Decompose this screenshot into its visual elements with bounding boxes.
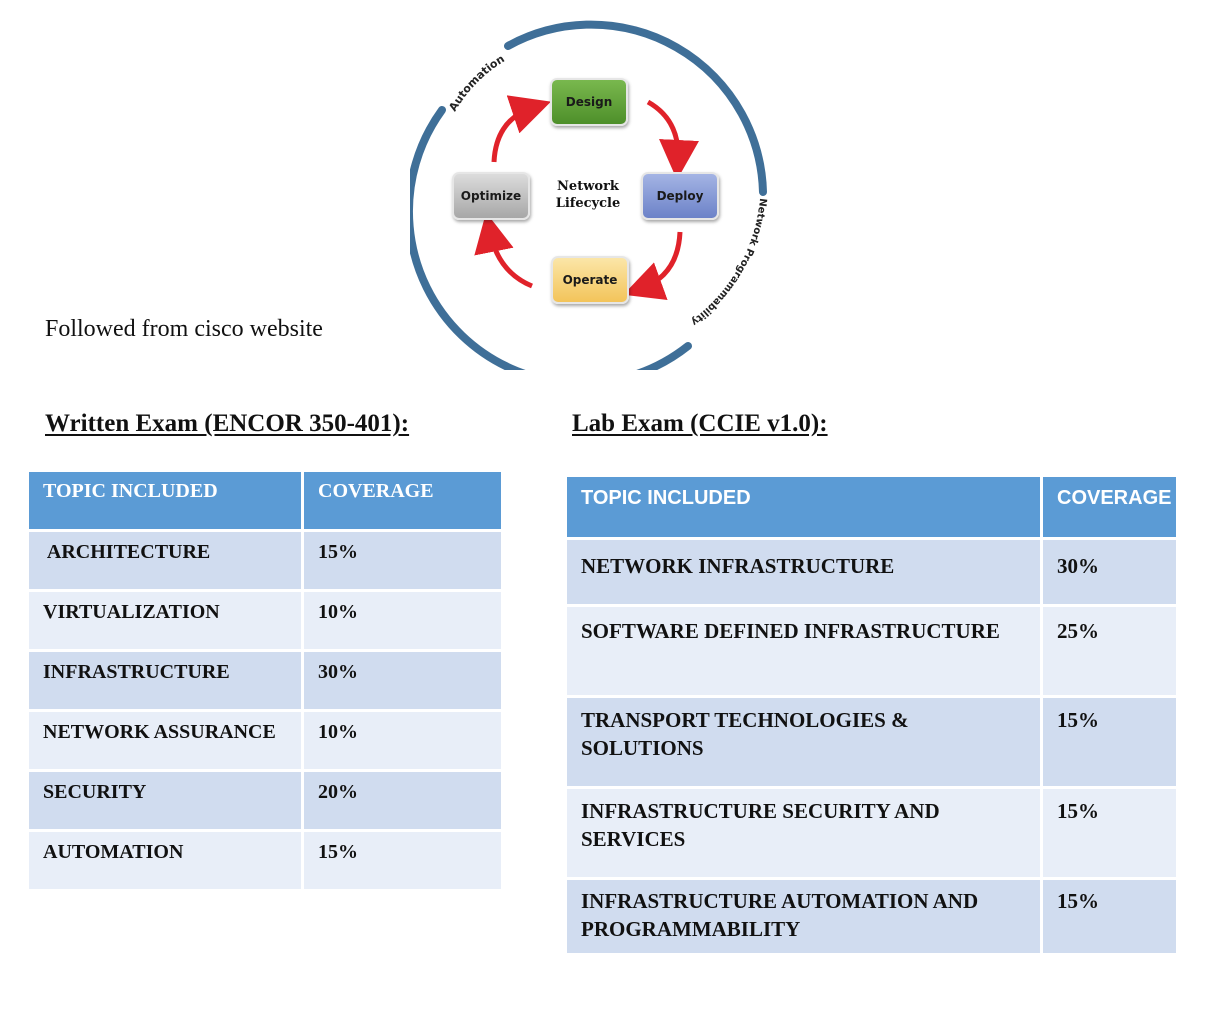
arrow-operate-to-optimize xyxy=(490,232,532,286)
written-row-topic: NETWORK ASSURANCE xyxy=(29,712,301,769)
written-row-topic: VIRTUALIZATION xyxy=(29,592,301,649)
written-header-topic: TOPIC INCLUDED xyxy=(29,472,301,529)
lab-row-topic: INFRASTRUCTURE SECURITY AND SERVICES xyxy=(567,789,1040,877)
ring-arc-top xyxy=(508,25,763,192)
lab-header-coverage: COVERAGE xyxy=(1043,477,1176,537)
written-row-topic: ARCHITECTURE xyxy=(29,532,301,589)
lifecycle-center-label xyxy=(548,178,628,212)
arrow-optimize-to-design xyxy=(494,108,532,162)
source-caption: Followed from cisco website xyxy=(45,316,323,342)
written-row-coverage: 15% xyxy=(304,532,501,589)
lab-exam-table xyxy=(567,477,1176,953)
stage-deploy: Deploy xyxy=(641,172,719,220)
written-row-coverage: 20% xyxy=(304,772,501,829)
lab-row-coverage: 25% xyxy=(1043,607,1176,695)
ring-arc-left xyxy=(410,110,688,370)
written-header-coverage: COVERAGE xyxy=(304,472,501,529)
stage-operate: Operate xyxy=(551,256,629,304)
lab-row-coverage: 15% xyxy=(1043,789,1176,877)
arrow-design-to-deploy xyxy=(648,102,678,160)
written-row-topic: SECURITY xyxy=(29,772,301,829)
network-lifecycle-diagram xyxy=(410,20,780,370)
stage-design: Design xyxy=(550,78,628,126)
center-label-line-1: Network xyxy=(557,179,619,194)
lab-row-topic: INFRASTRUCTURE AUTOMATION AND PROGRAMMABILITY xyxy=(567,880,1040,953)
written-exam-heading: Written Exam (ENCOR 350-401): xyxy=(45,410,410,437)
lab-row-topic: NETWORK INFRASTRUCTURE xyxy=(567,540,1040,604)
written-row-coverage: 15% xyxy=(304,832,501,889)
written-row-topic: INFRASTRUCTURE xyxy=(29,652,301,709)
written-row-coverage: 30% xyxy=(304,652,501,709)
lab-header-topic: TOPIC INCLUDED xyxy=(567,477,1040,537)
lab-row-coverage: 15% xyxy=(1043,880,1176,953)
stage-optimize: Optimize xyxy=(452,172,530,220)
lab-row-coverage: 30% xyxy=(1043,540,1176,604)
arrow-deploy-to-operate xyxy=(642,232,680,288)
lab-row-topic: SOFTWARE DEFINED INFRASTRUCTURE xyxy=(567,607,1040,695)
written-row-topic: AUTOMATION xyxy=(29,832,301,889)
ring-label-automation: Automation xyxy=(446,52,507,114)
lab-row-topic: TRANSPORT TECHNOLOGIES & SOLUTIONS xyxy=(567,698,1040,786)
lab-exam-heading: Lab Exam (CCIE v1.0): xyxy=(572,410,828,437)
written-row-coverage: 10% xyxy=(304,712,501,769)
written-row-coverage: 10% xyxy=(304,592,501,649)
center-label-line-2: Lifecycle xyxy=(555,196,621,211)
lab-row-coverage: 15% xyxy=(1043,698,1176,786)
written-exam-table xyxy=(29,472,501,889)
ring-label-programmability: Network Programmability xyxy=(688,197,769,328)
